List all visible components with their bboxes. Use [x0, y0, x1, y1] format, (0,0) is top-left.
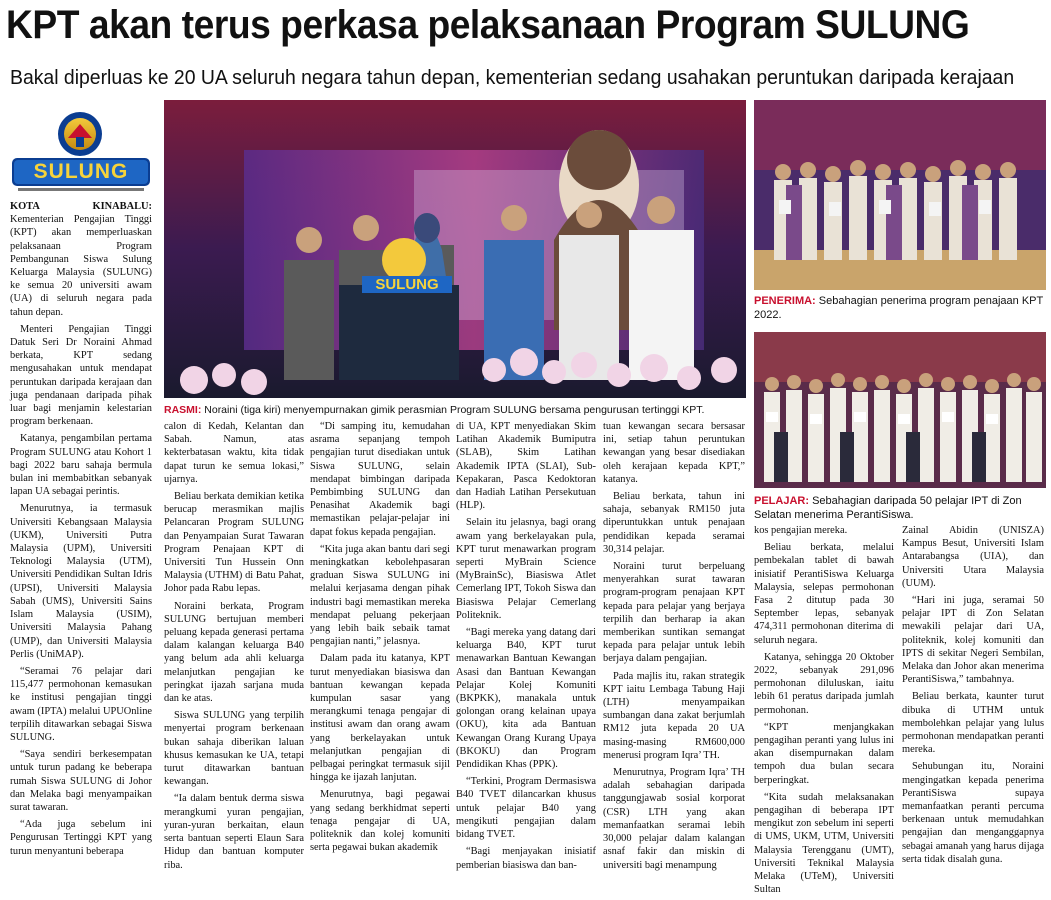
article-paragraph: Menurutnya, Program Iqra’ TH adalah sebahagian daripada tanggungjawab sosial korporat (CSR) LTH yang akan memanfaatkan seramai lebih 30,000 pelajar dalam kalangan asnaf fakir dan miskin di universiti bagi menampung	[603, 767, 745, 871]
article-paragraph: Beliau berkata, melalui pembekalan tablet di bawah inisiatif PerantiSiswa Keluarga Malaysia, selepas permohonan Fasa 2 ditutup pada 30 September lepas, sebanyak 474,311 permohonan diterima di seluruh negara.	[754, 542, 894, 646]
main-photo-graphic	[164, 100, 746, 398]
main-caption-label: RASMI:	[164, 404, 202, 416]
article-paragraph: “Kita sudah melaksanakan pengagihan di beberapa IPT mengikut zon sebelum ini seperti di UMS, UKM, UTM, Universiti Malaysia Terengganu (UMT), Universiti Teknikal Malaysia Melaka (UTeM), Universiti Sultan	[754, 791, 894, 896]
article-paragraph: “Kita juga akan bantu dari segi meningkatkan kebolehpasaran graduan Siswa SULUNG ini melalui kerjasama dengan pihak industri bagi memastikan mereka mendapat peluang pekerjaan yang lebih baik sebaik tamat pengajian nanti,” jelasnya.	[310, 543, 450, 648]
article-paragraph: “Terkini, Program Dermasiswa B40 TVET dilancarkan khusus untuk pelajar B40 yang mengikuti pengajian dalam bidang TVET.	[456, 776, 596, 841]
article-paragraph: “Saya sendiri berkesempatan untuk turun padang ke beberapa rumah Siswa SULUNG di Johor dan Melaka bagi menyampaikan surat tawaran.	[10, 749, 152, 813]
article-paragraph: Siswa SULUNG yang terpilih menyertai program berkenaan bukan sahaja diberikan laluan khusus kemasukan ke UA, tetapi turut ditawarkan bantuan kewangan.	[164, 710, 304, 788]
article-paragraph: Menteri Pengajian Tinggi Datuk Seri Dr Noraini Ahmad berkata, KPT sedang mengusahakan untuk mendapat peruntukan daripada kerajaan dan juga pendanaan daripada pihak luar bagi menjamin kelestarian program berkenaan.	[10, 323, 152, 428]
article-paragraph: Beliau berkata, kaunter turut dibuka di UTHM untuk membolehkan pelajar yang lulus permohonan mendapatkan peranti mereka.	[902, 691, 1044, 756]
article-column-6	[754, 524, 894, 900]
article-paragraph: “Ada juga sebelum ini Pengurusan Tertinggi KPT yang turun menyantuni beberapa	[10, 819, 152, 857]
article-paragraph: Katanya, sehingga 20 Oktober 2022, sebanyak 291,096 permohonan diluluskan, iaitu lebih 61 peratus daripada jumlah permohonan.	[754, 651, 894, 716]
penerima-photo	[754, 100, 1046, 290]
article-paragraph: Menurutnya, bagi pegawai yang sedang berkhidmat seperti tenaga pengajar di UA, politeknik dan kolej komuniti serta pegawai bukan akademik	[310, 789, 450, 854]
article-paragraph: Dalam pada itu katanya, KPT turut menyediakan biasiswa dan bantuan kewangan kepada kumpulan sasar yang merangkumi tenaga pengajar di institusi awam dan orang awam yang berkelayakan untuk melanjutkan pengajian di pelbagai peringkat termasuk sijil hingga ke ijazah lanjutan.	[310, 653, 450, 784]
headline: KPT akan terus perkasa pelaksanaan Program SULUNG	[6, 3, 970, 47]
article-paragraph: “Bagi menjayakan inisiatif pemberian biasiswa dan ban-	[456, 846, 596, 871]
pelajar-photo-graphic	[754, 332, 1046, 488]
article-paragraph: “Hari ini juga, seramai 50 pelajar IPT di Zon Selatan mewakili pelajar dari UA, politeknik, kolej komuniti dan IPTS di sekitar Negeri Sembilan, Melaka dan Johor akan menerima PerantiSiswa,” tambahnya.	[902, 595, 1044, 686]
article-paragraph: calon di Kedah, Kelantan dan Sabah. Namun, atas kekterbatasan waktu, kita tidak dapat turun ke semua lokasi,” ujarnya.	[164, 421, 304, 485]
article-paragraph: di UA, KPT menyediakan Skim Latihan Akademik Bumiputra (SLAB), Skim Latihan Akademik IPTA (SLAI), Sub-Kepakaran, Pasca Kedoktoran dan Hadiah Latihan Persekutuan (HLP).	[456, 421, 596, 512]
article-paragraph: Beliau berkata, tahun ini sahaja, sebanyak RM150 juta diperuntukkan untuk penajaan pendidikan kepada seramai 30,314 pelajar.	[603, 491, 745, 555]
article-paragraph: tuan kewangan secara bersasar ini, setiap tahun peruntukan kewangan yang besar disediakan oleh kerajaan kepada KPT,” katanya.	[603, 421, 745, 485]
article-paragraph: Zainal Abidin (UNISZA) Kampus Besut, Universiti Islam Antarabangsa (UIA), dan Universiti Utara Malaysia (UUM).	[902, 525, 1044, 589]
deck: Bakal diperluas ke 20 UA seluruh negara tahun depan, kementerian sedang usahakan peruntukan daripada kerajaan	[10, 67, 1015, 89]
article-column-7	[902, 524, 1044, 870]
article-paragraph: Noraini berkata, Program SULUNG bertujuan memberi peluang kepada generasi pertama dalam kalangan keluarga B40 yang belum ada ahli keluarga melanjutkan pengajian ke peringkat ijazah sarjana muda dan ke atas.	[164, 600, 304, 705]
article-column-4	[456, 420, 596, 876]
article-column-1	[10, 200, 152, 862]
article-column-3	[310, 420, 450, 859]
main-caption-text: Noraini (tiga kiri) menyempurnakan gimik perasmian Program SULUNG bersama pengurusan tertinggi KPT.	[204, 404, 705, 416]
article-paragraph: KOTA KINABALU: Kementerian Pengajian Tinggi (KPT) akan memperluaskan pelaksanaan Program Pembangunan Siswa Sulung Keluarga Malaysia (SULUNG) ke semua 20 universiti awam (UA) di seluruh negara pada tahun depan.	[10, 201, 152, 318]
pelajar-caption-label: PELAJAR:	[754, 495, 810, 507]
main-photo	[164, 100, 746, 398]
sulung-logo-text: SULUNG	[33, 160, 129, 183]
penerima-caption	[754, 294, 1046, 322]
main-photo-caption	[164, 403, 746, 417]
article-paragraph: Selain itu jelasnya, bagi orang awam yang berkelayakan pula, KPT turut menawarkan program seperti MyBrain Science (MyBrainSc), Biasiswa Atlet Cemerlang IPT, Tokoh Siswa dan Biasiswa Pelajar Cemerlang Politeknik.	[456, 517, 596, 621]
pelajar-caption-text: Sebahagian daripada 50 pelajar IPT di Zon Selatan menerima PerantiSiswa.	[754, 495, 1022, 521]
pelajar-caption	[754, 494, 1046, 522]
penerima-caption-label: PENERIMA:	[754, 295, 816, 307]
article-paragraph: Menurutnya, ia termasuk Universiti Kebangsaan Malaysia (UKM), Universiti Putra Malaysia (UPM), Universiti Teknologi Malaysia (UTM), Universiti Pendidikan Sultan Idris (UPSI), Universiti Malaysia Sabah (UMS), Universiti Sains Islam Malaysia (USIM), Universiti Malaysia Pahang (UMP), dan Universiti Malaysia Perlis (UniMAP).	[10, 503, 152, 660]
article-paragraph: “KPT menjangkakan pengagihan peranti yang lulus ini akan disempurnakan dalam tempoh dua bulan secara berperingkat.	[754, 721, 894, 786]
article-paragraph: Beliau berkata demikian ketika berucap merasmikan majlis Pelancaran Program SULUNG dan Penyampaian Surat Tawaran Program Penajaan KPT di Universiti Tun Hussein Onn Malaysia (UTHM) di Batu Pahat, Johor pada Rabu lepas.	[164, 491, 304, 595]
sulung-logo	[10, 104, 152, 196]
pelajar-photo	[754, 332, 1046, 488]
article-paragraph: “Ia dalam bentuk derma siswa merangkumi yuran pengajian, yuran-yuran berkaitan, elaun serta bantuan seperti Elaun Sara Hidup dan bantuan komputer riba.	[164, 793, 304, 871]
penerima-caption-text: Sebahagian penerima program penajaan KPT 2022.	[754, 295, 1044, 321]
article-paragraph: “Bagi mereka yang datang dari keluarga B40, KPT turut menawarkan Bantuan Kewangan Asasi dan Bantuan Kewangan Pelajar Kolej Komuniti (BKPKK), manakala untuk golongan orang kelainan upaya (OKU), kita ada Bantuan Kewangan Orang Kurang Upaya (BKOKU) dan Program Pendidikan Khas (PPK).	[456, 627, 596, 771]
article-paragraph: “Seramai 76 pelajar dari 115,477 permohonan kemasukan ke institusi pengajian tinggi awam (IPTA) melalui UPUOnline terpilih ditawarkan sebagai Siswa SULUNG.	[10, 665, 153, 743]
article-paragraph: kos pengajian mereka.	[754, 525, 848, 536]
article-paragraph: Noraini turut berpeluang menyerahkan surat tawaran program-program penajaan KPT kepada para pelajar yang berjaya terpilih dan berharap ia akan memberikan suntikan semangat kepada para pelajar untuk lebih berjaya dalam pengajian.	[603, 561, 745, 665]
dateline: KOTA KINABALU:	[10, 201, 152, 212]
article-column-2	[164, 420, 304, 876]
article-paragraph: Sehubungan itu, Noraini mengingatkan kepada penerima PerantiSiswa supaya memanfaatkan peranti percuma berkenaan untuk memudahkan pengajian dan menganggapnya sebagai amanah yang harus dijaga serta tidak disalah guna.	[902, 761, 1044, 865]
article-paragraph: “Di samping itu, kemudahan asrama sepanjang tempoh pengajian turut disediakan untuk Siswa SULUNG, selain mendapat bimbingan daripada Pembimbing SULUNG dan Penasihat Akademik bagi memastikan pelajar-pelajar ini dapat fokus kepada pengajian.	[310, 421, 450, 538]
article-column-5	[603, 420, 745, 876]
article-paragraph: Pada majlis itu, rakan strategik KPT iaitu Lembaga Tabung Haji (LTH) menyampaikan sumbangan dana zakat berjumlah RM12 juta kepada 20 UA masing-masing RM600,000 menerusi program Iqra’ TH.	[603, 670, 745, 761]
penerima-photo-graphic	[754, 100, 1046, 290]
article-paragraph: Katanya, pengambilan pertama Program SULUNG atau Kohort 1 bagi 2022 baru sahaja bermula bulan ini membabitkan sebanyak lapan UA sebagai perintis.	[10, 433, 152, 498]
main-photo-banner: SULUNG	[362, 276, 452, 293]
